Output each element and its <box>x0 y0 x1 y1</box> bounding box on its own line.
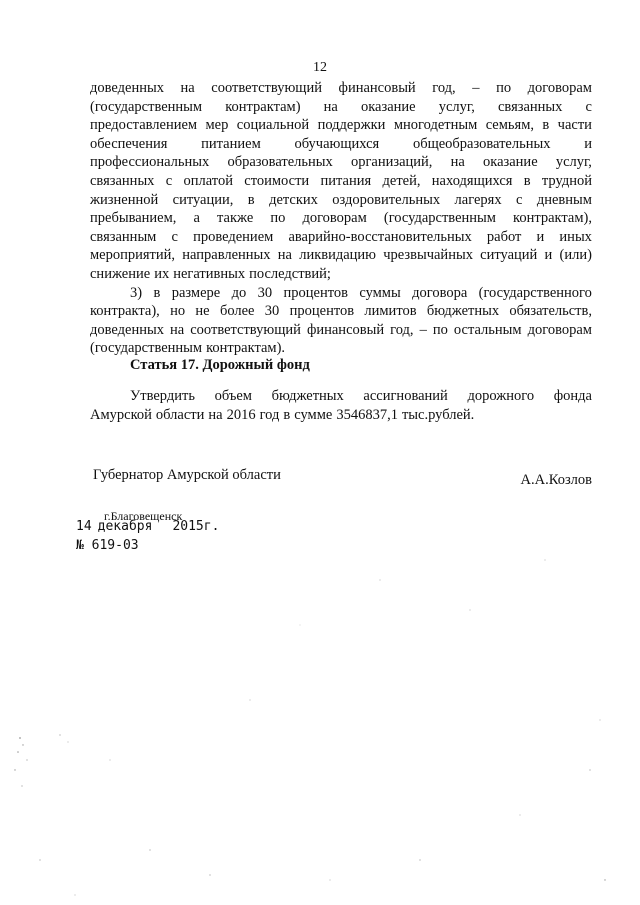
text-line: снижение их негативных последствий; <box>90 265 331 282</box>
text-line: доведенных на соответствующий финансовый год, – по договорам <box>90 80 592 96</box>
body-text <box>90 79 592 358</box>
stamp-date <box>76 519 219 534</box>
stamp-year: 2015г. <box>172 519 220 534</box>
text-line: 3) в размере до 30 процентов суммы договора (государственного <box>130 284 592 301</box>
text-line: доведенных на соответствующий финансовый год, – по остальным договорам <box>90 321 592 338</box>
text-line: профессиональных образовательных организаций, на оказание услуг, <box>90 154 592 171</box>
paragraph-2 <box>90 284 592 358</box>
text-line: (государственным контрактам) на оказание услуг, связанных с <box>90 98 592 115</box>
article-title: Статья 17. Дорожный фонд <box>130 357 310 373</box>
text-line: контракта), но не более 30 процентов лимитов бюджетных обязательств, <box>90 303 592 320</box>
text-line: пребыванием, а также по договорам (государственным контрактам), <box>90 210 592 227</box>
signature-name: А.А.Козлов <box>520 472 592 488</box>
text-line: Утвердить объем бюджетных ассигнований дорожного фонда <box>130 388 592 404</box>
stamp-number: № 619-03 <box>76 538 139 553</box>
stamp-month: декабря <box>97 519 153 534</box>
text-line: мероприятий, направленных на ликвидацию чрезвычайных ситуаций и (или) <box>90 247 592 264</box>
stamp-day: 14 <box>76 519 92 534</box>
article-body <box>90 387 592 425</box>
text-line: предоставлением мер социальной поддержки многодетным семьям, в части <box>90 117 592 134</box>
stamp-city: г.Благовещенск <box>104 509 183 523</box>
text-line: связанным с проведением аварийно-восстановительных работ и иных <box>90 228 592 245</box>
text-line: жизненной ситуации, в детских оздоровительных лагерях с дневным <box>90 191 592 208</box>
paragraph-1 <box>90 79 592 284</box>
signature-title: Губернатор Амурской области <box>93 467 281 483</box>
text-line: Амурской области на 2016 год в сумме 3546837,1 тыс.рублей. <box>90 407 475 423</box>
text-line: связанных с оплатой стоимости питания детей, находящихся в трудной <box>90 172 592 189</box>
text-line: (государственным контрактам). <box>90 340 286 357</box>
page-number: 12 <box>313 60 327 75</box>
text-line: обеспечения питанием обучающихся общеобразовательных и <box>90 135 592 152</box>
